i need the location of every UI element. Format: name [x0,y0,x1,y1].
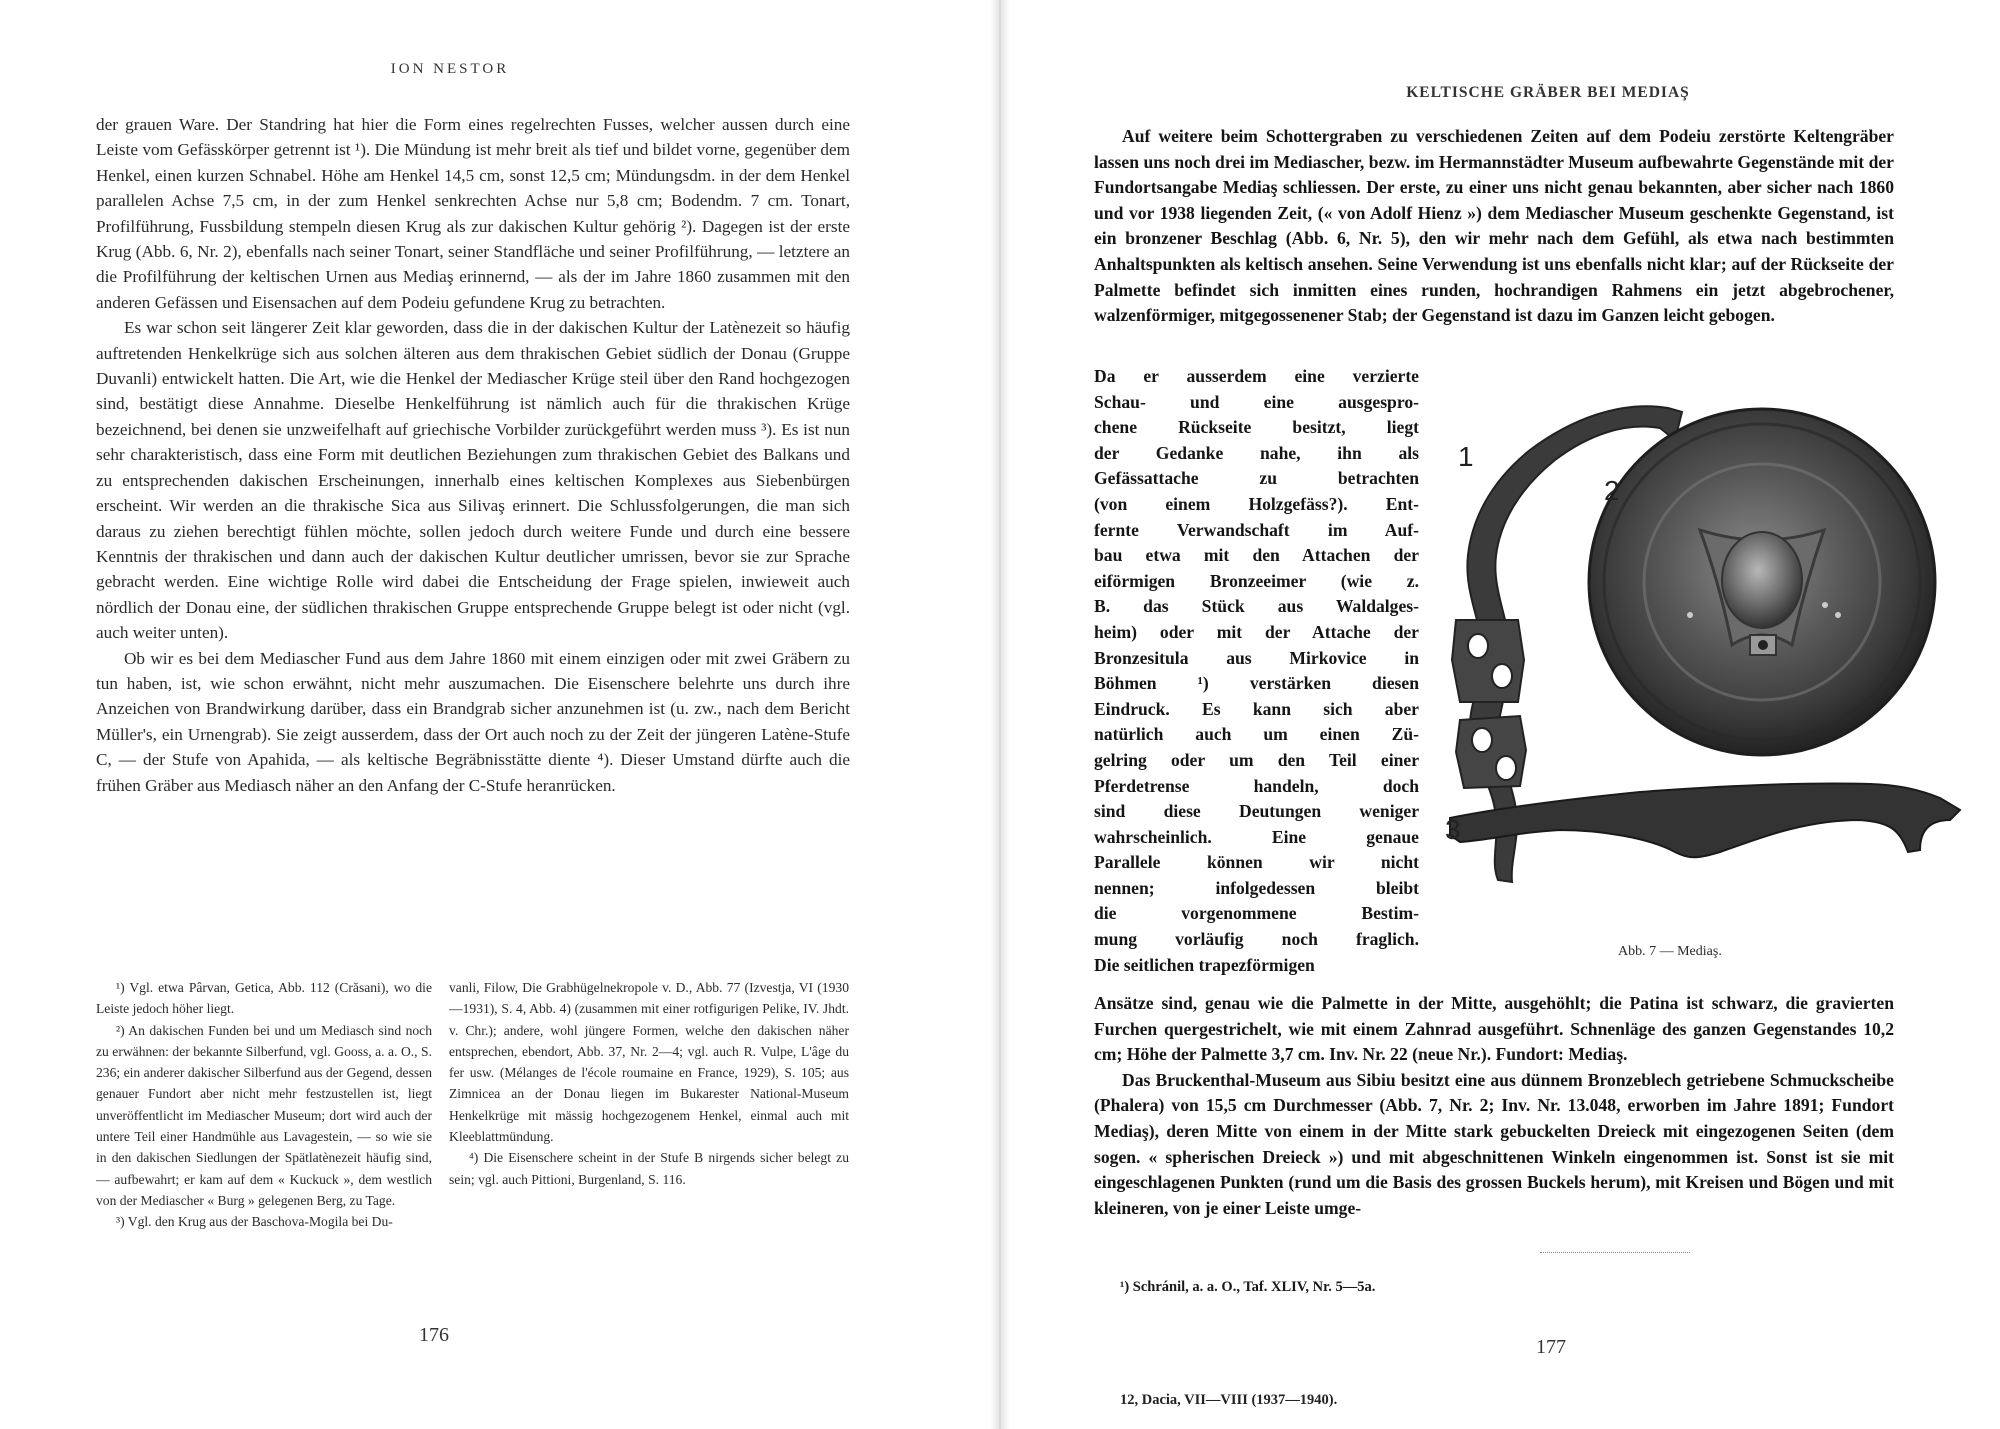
footnotes-column-1 [96,977,432,1233]
wrap-line: gelring oder um den Teil einer [1094,749,1419,770]
right-body-continued [1094,991,1894,1221]
wrap-line: Schau- und eine ausgespro- [1094,391,1419,412]
wrap-line: die vorgenommene Bestim- [1094,903,1419,924]
footnote-4: ⁴) Die Eisenschere scheint in der Stufe B nirgends sicher belegt zu sein; vgl. auch Pittioni, Burgenland, S. 116. [449,1150,849,1187]
wrap-line: natürlich auch um einen Zü- [1094,724,1419,745]
wrap-line: Eindruck. Es kann sich aber [1094,698,1419,719]
wrap-line: Bronzesitula aus Mirkovice in [1094,647,1419,668]
wrap-line: nennen; infolgedessen bleibt [1094,877,1419,898]
wrap-line: mung vorläufig noch fraglich. [1094,929,1419,950]
wrap-line: Gefässattache zu betrachten [1094,468,1419,489]
wrap-line: (von einem Holzgefäss?). Ent- [1094,493,1419,514]
running-head-left: ION NESTOR [390,61,510,77]
footnote-rule [1540,1252,1690,1253]
journal-imprint: 12, Dacia, VII—VIII (1937—1940). [1120,1392,1338,1408]
object-2-phalera [1589,409,1935,755]
left-paragraph-3: Ob wir es bei dem Mediascher Fund aus dem Jahre 1860 mit einem einzigen oder mit zwei Gräbern zu tun haben, ist, wie schon erwähnt, nicht mehr auszumachen. Die Eisenschere belehrte uns durch ihre Anzeichen von Brandwirkung darüber, dass ein Brandgrab sicher anzunehmen ist (u. zw., nach dem Bericht Müller's, ein Urnengrab). Sie zeigt ausserdem, dass der Ort auch noch zu der Zeit der jüngeren Latène-Stufe C, — der Stufe von Apahida, — als keltische Begräbnisstätte diente ⁴). Dieser Umstand dürfte auch die frühen Gräber aus Mediasch näher an den Anfang der C-Stufe heranrücken. [96,648,850,795]
wrap-line: B. das Stück aus Waldalges- [1094,596,1419,617]
wrap-line: Da er ausserdem eine verzierte [1094,366,1419,386]
wrap-line: chene Rückseite besitzt, liegt [1094,417,1419,438]
wrap-line: bau etwa mit den Attachen der [1094,545,1419,566]
figure-label-3: 3 [1445,814,1461,845]
left-body-text [96,112,850,798]
right-paragraph-1 [1094,124,1894,329]
wrap-line: wahrscheinlich. Eine genaue [1094,826,1419,847]
wrap-line: der Gedanke nahe, ihn als [1094,442,1419,463]
figure-bronze-objects [1420,390,1970,950]
right-paragraph-1-text: Auf weitere beim Schottergraben zu verschiedenen Zeiten auf dem Podeiu zerstörte Keltengräber lassen uns noch drei im Mediascher, bezw. im Hermannstädter Museum aufbewahrte Gegenstände mit der Fundortsangabe Mediaş schliessen. Der erste, zu einer uns nicht genau bekannten, aber sicher nach 1860 und vor 1938 liegenden Zeit, (« von Adolf Hienz ») dem Mediascher Museum geschenkte Gegenstand, ist ein bronzener Beschlag (Abb. 6, Nr. 5), den wir mehr nach dem Gefühl, als etwa nach bestimmten Anhaltspunkten als keltisch ansehen. Seine Verwendung ist uns ebenfalls nicht klar; auf der Rückseite der Palmette befindet sich inmitten eines runden, hochrandigen Rahmens ein jetzt abgebrochener, walzenförmiger, mitgegossenener Stab; der Gegenstand ist dazu im Ganzen leicht gebogen. [1094,126,1894,326]
right-paragraph-2-continued: Ansätze sind, genau wie die Palmette in der Mitte, ausgehöhlt; die Patina ist schwarz, die gravierten Furchen quergestrichelt, wie mit einem Zahnrad ausgeführt. Schnenläge des ganzen Gegenstandes 10,2 cm; Höhe der Palmette 3,7 cm. Inv. Nr. 22 (neue Nr.). Fundort: Mediaş. [1094,993,1894,1065]
left-paragraph-1: der grauen Ware. Der Standring hat hier die Form eines regelrechten Fusses, welcher aussen durch eine Leiste vom Gefässkörper getrennt ist ¹). Die Mündung ist mehr breit als tief und bildet vorne, gegenüber dem Henkel, einen kurzen Schnabel. Höhe am Henkel 14,5 cm, sonst 12,5 cm; Mündungsdm. in der dem Henkel parallelen Achse 7,5 cm, in der zum Henkel senkrechten Achse nur 5,8 cm; Bodendm. 7 cm. Tonart, Profilführung, Fussbildung stempeln diesen Krug als zur dakischen Kultur gehörig ²). Dagegen ist der erste Krug (Abb. 6, Nr. 2), ebenfalls nach seiner Tonart, seiner Standfläche und seiner Profilführung, — letztere an die Profilführung der keltischen Urnen aus Mediaş erinnernd, — als der im Jahre 1860 zusammen mit den anderen Gefässen und Eisensachen auf dem Podeiu gefundene Krug zu betrachten. [96,115,850,312]
page-number-right: 177 [1536,1336,1566,1358]
footnotes-column-2 [449,977,849,1190]
wrap-line: eiförmigen Bronzeeimer (wie z. [1094,570,1419,591]
object-3-bar [1450,783,1960,857]
figure-label-1: 1 [1458,441,1474,472]
wrap-line: Die seitlichen trapezförmigen [1094,954,1315,975]
wrap-line: Parallele können wir nicht [1094,852,1419,873]
wrap-line: heim) oder mit der Attache der [1094,621,1419,642]
wrap-line: Böhmen ¹) verstärken diesen [1094,673,1419,694]
wrap-line: fernte Verwandschaft im Auf- [1094,519,1419,540]
footnote-2: ²) An dakischen Funden bei und um Mediasch sind noch zu erwähnen: der bekannte Silberfund, vgl. Gooss, a. a. O., S. 236; ein anderer dakischer Silberfund aus der Gegend, dessen genauer Fundort aber nicht mehr festzustellen ist, liegt unveröffentlicht im Mediascher Museum; dort wird auch der untere Teil einer Handmühle aus Lavagestein, — so wie sie in den dakischen Siedlungen der Spätlatènezeit häufig sind, — aufbewahrt; er kam auf dem « Kuckuck », dem westlich von der Mediascher « Burg » gelegenen Berg, zu Tage. [96,1022,432,1208]
footnote-1: ¹) Vgl. etwa Pârvan, Getica, Abb. 112 (Crăsani), wo die Leiste jedoch höher liegt. [96,980,432,1017]
right-paragraph-3: Das Bruckenthal-Museum aus Sibiu besitzt eine aus dünnem Bronzeblech getriebene Schmuckscheibe (Phalera) von 15,5 cm Durchmesser (Abb. 7, Nr. 2; Inv. Nr. 13.048, erworben im Jahre 1891; Fundort Mediaş), deren Mitte von einem in der Mitte stark gebuckelten Dreieck mit eingezogenen Seiten (dem sogen. « spherischen Dreieck ») und mit abgeschnittenen Winkeln eingenommen ist. Sonst ist sie mit eingeschlagenen Punkten (rund um die Basis des grossen Buckels herum), mit Kreisen und Bögen und mit kleineren, von je einer Leiste umge- [1094,1069,1894,1218]
figure-label-2: 2 [1604,475,1620,506]
right-footnote-1: ¹) Schránil, a. a. O., Taf. XLIV, Nr. 5—5a. [1120,1279,1376,1295]
figure-wrap-text [1094,364,1419,978]
figure-caption: Abb. 7 — Mediaş. [1618,944,1722,959]
footnote-3-continued: vanli, Filow, Die Grabhügelnekropole v. D., Abb. 77 (Izvestja, VI (1930—1931), S. 4, Abb. 4) (zusammen mit einer rotfigurigen Pelike, IV. Jhdt. v. Chr.); andere, wohl jüngere Formen, welche den dakischen näher entsprechen, ebendort, Abb. 37, Nr. 2—4; vgl. auch R. Vulpe, L'âge du fer usw. (Mélanges de l'école roumaine en France, 1929), S. 105; aus Zimnicea an der Donau liegen im Bukarester National-Museum Henkelkrüge mit mässig hochgezogenem Henkel, einmal auch mit Kleeblattmündung. [449,980,849,1145]
footnote-3: ³) Vgl. den Krug aus der Baschova-Mogila bei Du- [116,1214,393,1230]
wrap-line: Pferdetrense handeln, doch [1094,775,1419,796]
running-head-right: KELTISCHE GRÄBER BEI MEDIAŞ [1406,84,1690,101]
wrap-line: sind diese Deutungen weniger [1094,801,1419,822]
page-number-left: 176 [419,1324,449,1346]
left-paragraph-2: Es war schon seit längerer Zeit klar geworden, dass die in der dakischen Kultur der Latènezeit so häufig auftretenden Henkelkrüge sich aus solchen älteren aus dem thrakischen Gebiet südlich der Donau (Gruppe Duvanli) entwickelt hatten. Die Art, wie die Henkel der Mediascher Krüge steil über den Rand hochgezogen sind, bestätigt diese Annahme. Dieselbe Henkelführung ist nämlich auch für die thrakischen Krüge bezeichnend, bei denen sie unzweifelhaft auf griechische Vorbilder zurückgeführt werden muss ³). Es ist nun sehr charakteristisch, dass eine Form mit deutlichen Beziehungen zum thrakischen Gebiet des Balkans und zu entsprechenden dakischen Erscheinungen, innerhalb eines keltischen Komplexes aus Siebenbürgen erscheint. Wir werden an die thrakische Sica aus Silivaş erinnert. Die Schlussfolgerungen, die man sich daraus zu ziehen berechtigt fühlen möchte, sollen jedoch durch weitere Funde und durch eine bessere Kenntnis der thrakischen und dann auch der dakischen Kultur deutlicher umrissen, bevor sie zur Sprache gebracht werden. Eine wichtige Rolle wird dabei die Entscheidung der Frage spielen, inwieweit auch nördlich der Donau eine, der südlichen thrakischen Gruppe entsprechende Gruppe belegt ist oder nicht (vgl. auch weiter unten). [96,318,850,643]
